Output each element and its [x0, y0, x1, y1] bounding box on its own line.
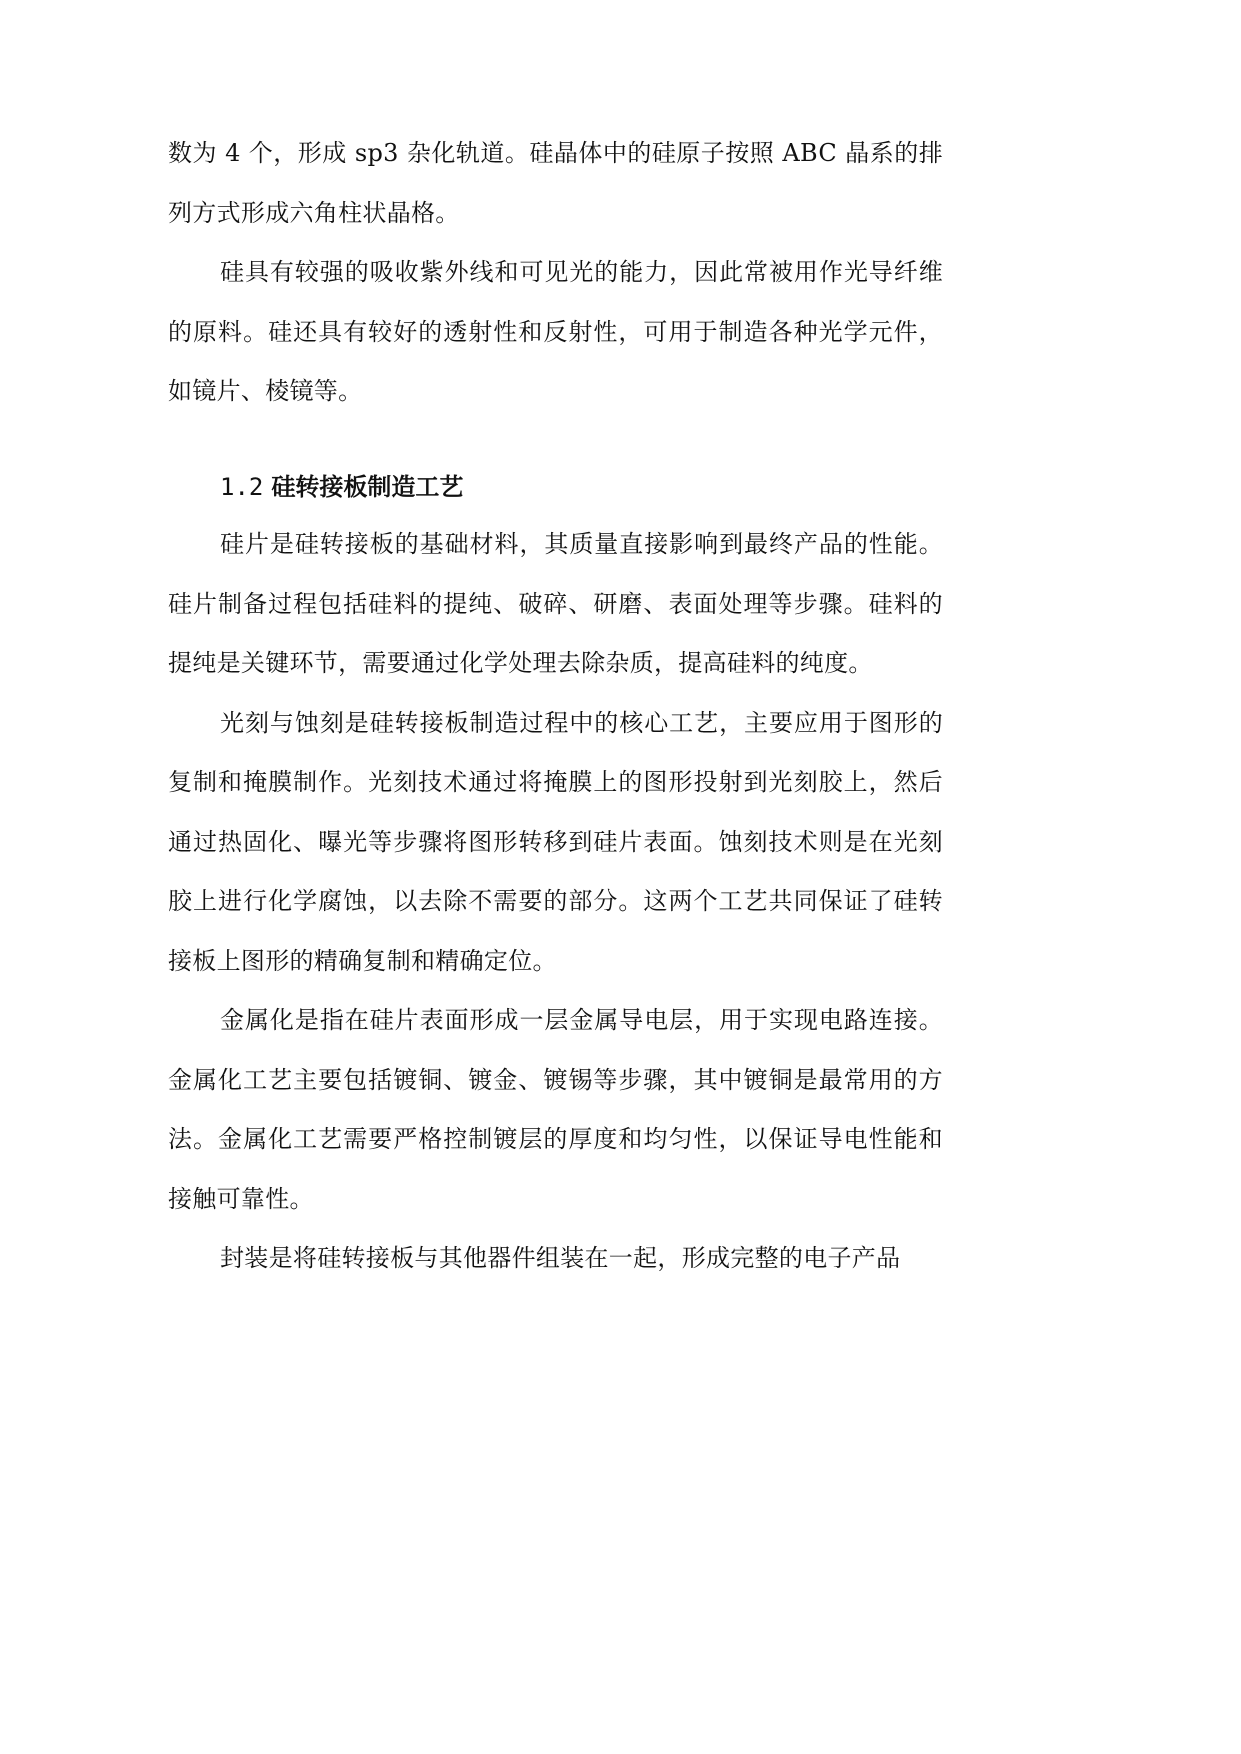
paragraph-optical-properties: 硅具有较强的吸收紫外线和可见光的能力，因此常被用作光导纤维的原料。硅还具有较好的透射性和反射性，可用于制造各种光学元件，如镜片、棱镜等。 — [168, 258, 943, 405]
section-heading — [168, 458, 943, 518]
paragraph-wafer: 硅片是硅转接板的基础材料，其质量直接影响到最终产品的性能。硅片制备过程包括硅料的提纯、破碎、研磨、表面处理等步骤。硅料的提纯是关键环节，需要通过化学处理去除杂质，提高硅料的纯度。 — [168, 530, 943, 677]
section-number: 1.2 — [220, 472, 264, 501]
paragraph-continued: 数为 4 个，形成 sp3 杂化轨道。硅晶体中的硅原子按照 ABC 晶系的排列方式形成六角柱状晶格。 — [168, 139, 943, 227]
paragraph-metallization: 金属化是指在硅片表面形成一层金属导电层，用于实现电路连接。金属化工艺主要包括镀铜、镀金、镀锡等步骤，其中镀铜是最常用的方法。金属化工艺需要严格控制镀层的厚度和均匀性，以保证导电性能和接触可靠性。 — [168, 1006, 943, 1213]
paragraph-packaging: 封装是将硅转接板与其他器件组装在一起，形成完整的电子产品 — [220, 1244, 901, 1272]
paragraph-lithography: 光刻与蚀刻是硅转接板制造过程中的核心工艺，主要应用于图形的复制和掩膜制作。光刻技术通过将掩膜上的图形投射到光刻胶上，然后通过热固化、曝光等步骤将图形转移到硅片表面。蚀刻技术则是在光刻胶上进行化学腐蚀，以去除不需要的部分。这两个工艺共同保证了硅转接板上图形的精确复制和精确定位。 — [168, 708, 943, 975]
section-title: 硅转接板制造工艺 — [271, 472, 464, 501]
document-page — [168, 124, 943, 1289]
